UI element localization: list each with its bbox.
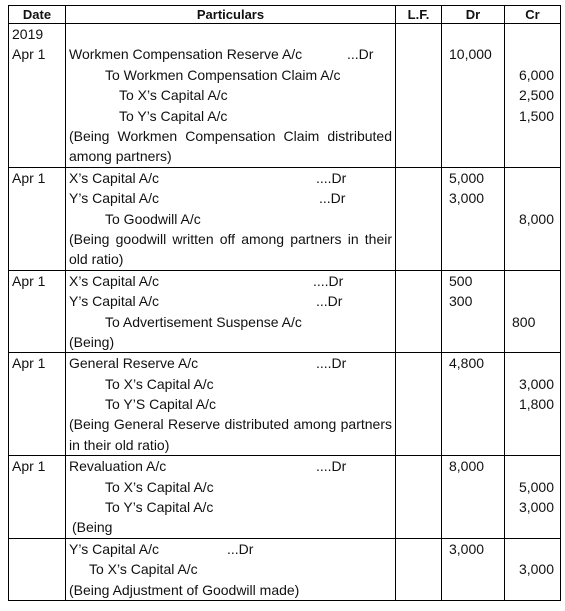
narration: (Being Workmen Compensation Claim distributed among partners)	[69, 127, 392, 165]
debit-account: Y’s Capital A/c	[69, 293, 160, 310]
credit-line: To Goodwill A/c	[105, 210, 201, 227]
entry-dr-cell	[442, 168, 505, 270]
dr-tag: ....Dr	[316, 169, 347, 186]
entry-date-cell	[9, 539, 66, 600]
entry-lf	[396, 168, 442, 270]
credit-amount: 1,800	[518, 396, 554, 413]
debit-account: X’s Capital A/c	[69, 169, 160, 186]
entry-cr-cell	[505, 539, 560, 600]
debit-amount: 3,000	[449, 540, 485, 557]
header-row	[9, 6, 560, 24]
entry-cr-cell	[505, 24, 560, 167]
credit-line: To X’s Capital A/c	[89, 561, 198, 578]
credit-line: To X’s Capital A/c	[105, 375, 214, 392]
entry-date: Apr 1	[12, 169, 46, 186]
debit-line	[69, 188, 392, 208]
entry-cr-cell	[505, 271, 560, 353]
entry-date-cell	[9, 168, 66, 270]
entry-particulars	[66, 539, 396, 600]
entry-dr-cell	[442, 539, 505, 600]
debit-line	[69, 291, 392, 311]
entry-date-cell	[9, 456, 66, 538]
entry-lf	[396, 24, 442, 167]
debit-amount: 10,000	[449, 46, 492, 63]
entry-date: Apr 1	[12, 355, 46, 372]
credit-amount: 1,500	[518, 107, 554, 124]
credit-amount: 5,000	[518, 478, 554, 495]
entry-year: 2019	[12, 26, 44, 42]
debit-amount: 500	[449, 272, 473, 289]
entry-lf	[396, 353, 442, 455]
dr-tag: ....Dr	[316, 458, 347, 475]
credit-amount: 3,000	[518, 375, 554, 392]
entry-particulars	[66, 24, 396, 167]
debit-line	[69, 168, 392, 188]
entry-cr-cell	[505, 353, 560, 455]
narration: (Being)	[69, 333, 115, 350]
debit-account: X’s Capital A/c	[69, 272, 160, 289]
credit-line: To Y’s Capital A/c	[105, 499, 214, 516]
credit-line: To Workmen Compensation Claim A/c	[105, 66, 341, 83]
entry-date	[12, 539, 62, 559]
debit-account: Workmen Compensation Reserve A/c	[69, 46, 303, 63]
narration: (Being	[72, 519, 113, 536]
entry-cr-cell	[505, 456, 560, 538]
entry-particulars	[66, 168, 396, 270]
entry-date: Apr 1	[12, 458, 46, 475]
header-cr: Cr	[525, 7, 540, 22]
dr-tag: ...Dr	[316, 293, 343, 310]
debit-amount: 4,800	[449, 355, 485, 372]
journal-entry-5	[9, 456, 560, 539]
credit-line: To Y’S Capital A/c	[105, 396, 217, 413]
narration: (Being goodwill written off among partners in their old ratio)	[69, 230, 392, 268]
debit-amount: 3,000	[449, 190, 485, 207]
debit-amount: 5,000	[449, 169, 485, 186]
credit-line: To X’s Capital A/c	[119, 87, 228, 104]
debit-account: General Reserve A/c	[69, 355, 199, 372]
credit-amount: 800	[512, 313, 536, 330]
narration: (Being General Reserve distributed among partners in their old ratio)	[69, 416, 392, 453]
entry-date-cell	[9, 271, 66, 353]
debit-account: Y’s Capital A/c	[69, 190, 160, 207]
entry-date-cell	[9, 24, 66, 167]
debit-account: Y’s Capital A/c	[69, 540, 160, 557]
entry-lf	[396, 539, 442, 600]
dr-tag: ...Dr	[227, 540, 254, 557]
entry-particulars	[66, 271, 396, 353]
header-dr: Dr	[442, 6, 505, 23]
debit-line	[69, 456, 392, 476]
entry-dr-cell	[442, 353, 505, 455]
entry-lf	[396, 456, 442, 538]
debit-line	[69, 539, 392, 559]
debit-amount: 8,000	[449, 458, 485, 475]
journal-entry-2	[9, 168, 560, 271]
entry-particulars	[66, 456, 396, 538]
debit-amount: 300	[449, 293, 473, 310]
debit-line	[69, 271, 392, 291]
debit-line	[69, 44, 392, 64]
header-date: Date	[9, 6, 66, 23]
debit-line	[69, 353, 392, 373]
entry-dr-cell	[442, 456, 505, 538]
entry-date: Apr 1	[12, 46, 46, 63]
journal-entry-3	[9, 271, 560, 354]
entry-dr-cell	[442, 24, 505, 167]
credit-amount: 2,500	[518, 87, 554, 104]
credit-amount: 6,000	[518, 66, 554, 83]
entry-date: Apr 1	[12, 272, 46, 289]
journal-table	[8, 5, 561, 601]
entry-cr-cell	[505, 168, 560, 270]
journal-entry-6	[9, 539, 560, 600]
dr-tag: ...Dr	[319, 190, 346, 207]
entry-lf	[396, 271, 442, 353]
header-lf: L.F.	[396, 6, 442, 23]
credit-line: To X’s Capital A/c	[105, 478, 214, 495]
header-particulars: Particulars	[66, 6, 396, 23]
credit-line: To Y’s Capital A/c	[119, 107, 228, 124]
credit-amount: 8,000	[518, 210, 554, 227]
entry-dr-cell	[442, 271, 505, 353]
credit-amount: 3,000	[518, 499, 554, 516]
journal-entry-4	[9, 353, 560, 456]
narration: (Being Adjustment of Goodwill made)	[69, 581, 300, 598]
dr-tag: ....Dr	[316, 355, 347, 372]
entry-particulars	[66, 353, 396, 455]
entry-date-cell	[9, 353, 66, 455]
dr-tag: ...Dr	[347, 46, 374, 63]
journal-entry-1	[9, 24, 560, 168]
credit-line: To Advertisement Suspense A/c	[105, 313, 302, 330]
debit-account: Revaluation A/c	[69, 458, 167, 475]
credit-amount: 3,000	[518, 561, 554, 578]
dr-tag: ....Dr	[313, 272, 344, 289]
